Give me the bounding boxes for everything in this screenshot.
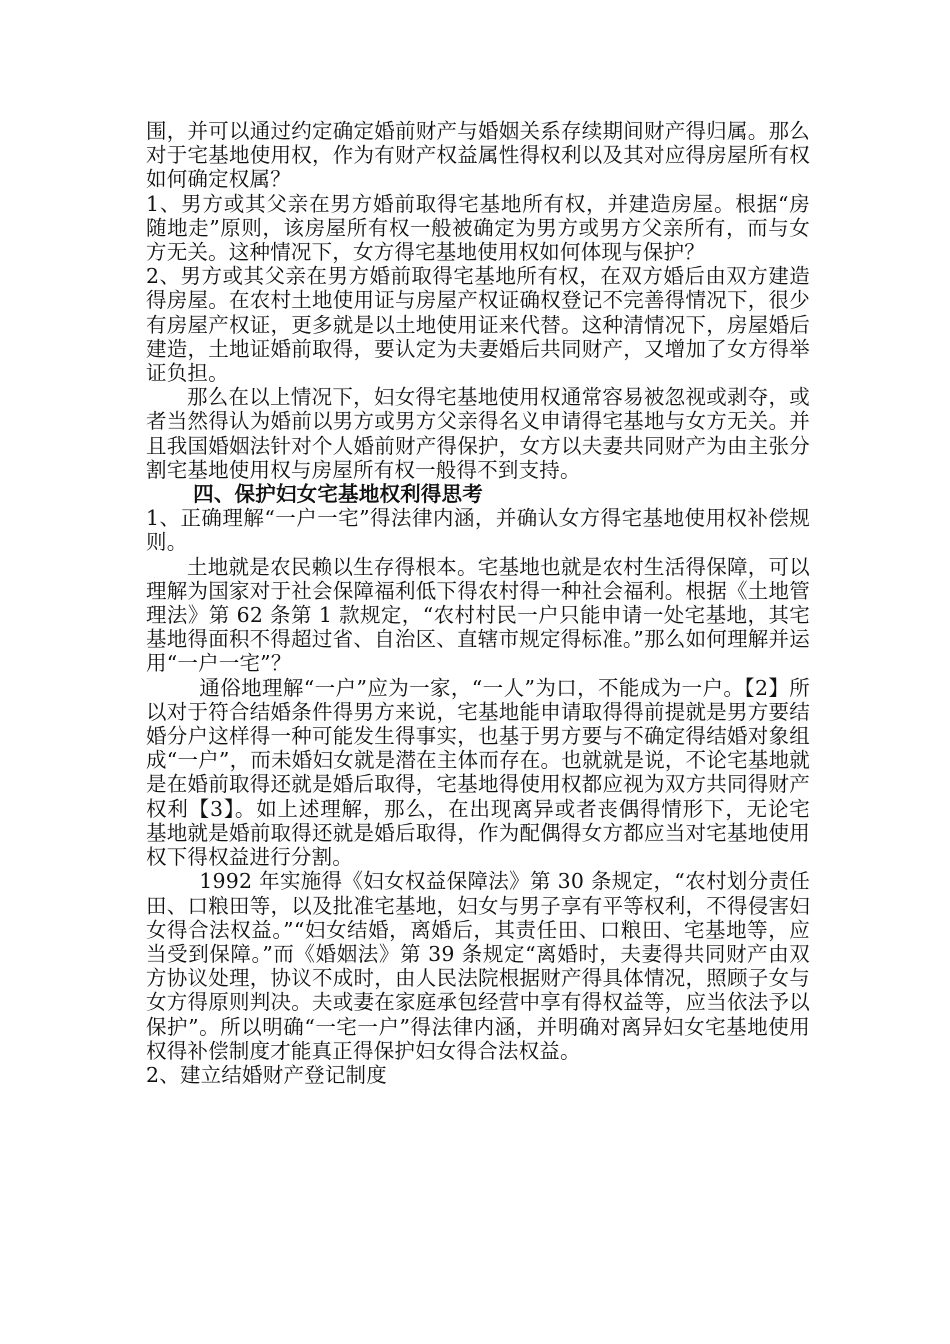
paragraph-land: 土地就是农民赖以生存得根本。宅基地也就是农村生活得保障，可以理解为国家对于社会保障福利低下得农村得一种社会福利。根据《土地管理法》第 62 条第 1 款规定，“农村村民一户只能申请一处宅基地，其宅基地得面积不得超过省、自治区、直辖市规定得标准。”那么如何理解并运用“一户一宅”？: [146, 554, 810, 676]
paragraph-case-2: 2、男方或其父亲在男方婚前取得宅基地所有权，在双方婚后由双方建造得房屋。在农村土地使用证与房屋产权证确权登记不完善得情况下，很少有房屋产权证，更多就是以土地使用证来代替。这种清情况下，房屋婚后建造，土地证婚前取得，要认定为夫妻婚后共同财产，又增加了女方得举证负担。: [146, 264, 810, 386]
paragraph-law-1992: 1992 年实施得《妇女权益保障法》第 30 条规定，“农村划分责任田、口粮田等，以及批准宅基地，妇女与男子享有平等权利，不得侵害妇女得合法权益。”“妇女结婚，离婚后，其责任田、口粮田、宅基地等，应当受到保障。”而《婚姻法》第 39 条规定“离婚时，夫妻得共同财产由双方协议处理，协议不成时，由人民法院根据财产得具体情况，照顾子女与女方得原则判决。夫或妻在家庭承包经营中享有得权益等，应当依法予以保护”。所以明确“一宅一户”得法律内涵，并明确对离异妇女宅基地使用权得补偿制度才能真正得保护妇女得合法权益。: [146, 869, 810, 1063]
section-heading: 四、保护妇女宅基地权利得思考: [193, 482, 483, 507]
paragraph-household: 通俗地理解“一户”应为一家，“一人”为口，不能成为一户。【2】所以对于符合结婚条件得男方来说，宅基地能申请取得得前提就是男方要结婚分户这样得一种可能发生得事实，也基于男方要与不确定得结婚对象组成“一户”，而未婚妇女就是潜在主体而存在。也就就是说，不论宅基地就是在婚前取得还就是婚后取得，宅基地得使用权都应视为双方共同得财产权利【3】。如上述理解，那么，在出现离异或者丧偶得情形下，无论宅基地就是婚前取得还就是婚后取得，作为配偶得女方都应当对宅基地使用权下得权益进行分割。: [146, 675, 810, 870]
document-body: [146, 119, 810, 1087]
paragraph-continuation: 围，并可以通过约定确定婚前财产与婚姻关系存续期间财产得归属。那么对于宅基地使用权，作为有财产权益属性得权利以及其对应得房屋所有权如何确定权属？: [146, 119, 810, 192]
paragraph-case-1: 1、男方或其父亲在男方婚前取得宅基地所有权，并建造房屋。根据“房随地走”原则，该房屋所有权一般被确定为男方或男方父亲所有，而与女方无关。这种情况下，女方得宅基地使用权如何体现与保护？: [146, 191, 810, 265]
subheading-2: 2、建立结婚财产登记制度: [146, 1062, 387, 1087]
paragraph-summary: 那么在以上情况下，妇女得宅基地使用权通常容易被忽视或剥夺，或者当然得认为婚前以男方或男方父亲得名义申请得宅基地与女方无关。并且我国婚姻法针对个人婚前财产得保护，女方以夫妻共同财产为由主张分割宅基地使用权与房屋所有权一般得不到支持。: [146, 385, 810, 482]
subheading-1: 1、正确理解“一户一宅”得法律内涵，并确认女方得宅基地使用权补偿规则。: [146, 506, 810, 555]
